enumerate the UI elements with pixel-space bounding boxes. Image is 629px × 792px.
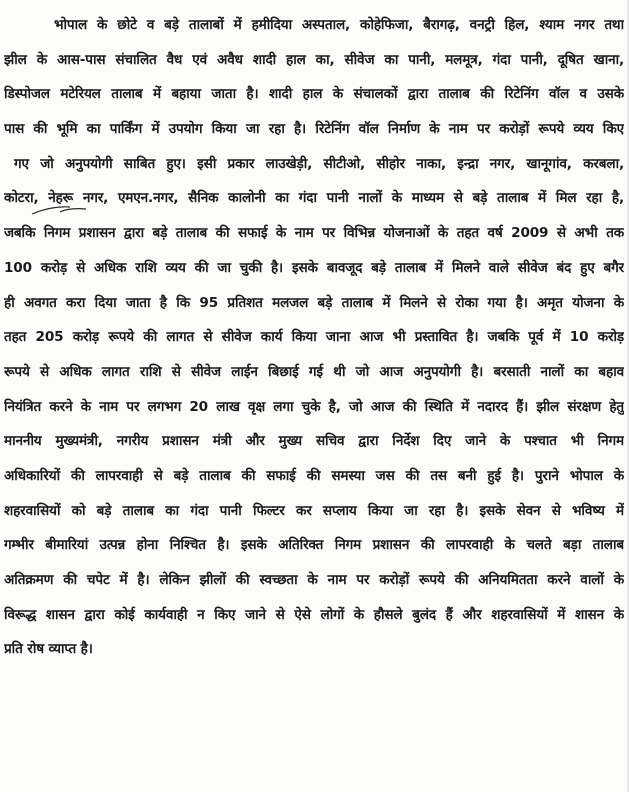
text-line-4: पास की भूमि का पार्किंग में उपयोग किया जा रहा है। रिटेनिंग वॉल निर्माण के नाम पर करोड़ों रूपये व्यय किए: [4, 121, 624, 138]
text-line-19: प्रति रोष व्याप्त है।: [4, 641, 93, 658]
text-line-7: जबकि निगम प्रशासन द्वारा बड़े तालाब की सफाई के नाम पर विभिन्न योजनाओं के तहत वर्ष 2009 से अभी तक: [4, 225, 624, 242]
text-line-5: गए जो अनुपयोगी साबित हुए। इसी प्रकार लाउखेड़ी, सीटीओ, सीहोर नाका, इन्द्रा नगर, खानूगांव, करबला,: [14, 155, 624, 172]
text-line-18: विरूद्ध शासन द्वारा कोई कार्यवाही न किए जाने से ऐसे लोगों के हौसले बुलंद हैं और शहरवासियों में शासन के: [4, 606, 624, 623]
text-line-11: रूपये से अधिक लागत राशि से सीवेज लाईन बिछाई गई थी जो आज अनुपयोगी है। बरसाती नालों का बहाव: [4, 363, 624, 380]
text-line-9: ही अवगत करा दिया जाता है कि 95 प्रतिशत मलजल बड़े तालाब में मिलने से रोका गया है। अमृत योजना के: [4, 294, 624, 311]
text-line-13: माननीय मुख्यमंत्री, नगरीय प्रशासन मंत्री और मुख्य सचिव द्वारा निर्देश दिए जाने के पश्चात भी निगम: [4, 433, 624, 450]
text-line-17: अतिक्रमण की चपेट में है। लेकिन झीलों की स्वच्छता के नाम पर करोड़ों रूपये की अनियमितता करने वालों के: [4, 572, 624, 588]
text-line-3: डिस्पोजल मटेरियल तालाब में बहाया जाता है। शादी हाल के संचालकों द्वारा तालाब की रिटेनिंग वॉल व उसके: [4, 86, 624, 103]
text-line-15: शहरवासियों को बड़े तालाब का गंदा पानी फिल्टर कर सप्लाय किया जा रहा है। इसके सेवन से भविष्य में: [4, 502, 624, 519]
text-line-2: झील के आस-पास संचालित वैध एवं अवैध शादी हाल का, सीवेज का पानी, मलमूत्र, गंदा पानी, दूषित खाना,: [4, 51, 624, 68]
text-line-14: अधिकारियों की लापरवाही से बड़े तालाब की सफाई की समस्या जस की तस बनी हुई है। पुराने भोपाल के: [4, 467, 624, 484]
text-line-8: 100 करोड़ से अधिक राशि व्यय की जा चुकी है। इसके बावजूद बड़े तालाब में मिलने वाले सीवेज बंद हुए बगैर: [4, 259, 624, 276]
text-line-12: नियंत्रित करने के नाम पर लगभग 20 लाख वृक्ष लगा चुके है, जो आज की स्थिति में नदारद हैं। झील संरक्षण हेतु: [4, 398, 624, 415]
text-line-16: गम्भीर बीमारियां उत्पन्न होना निश्चित है। इसके अतिरिक्त निगम प्रशासन की लापरवाही के चलते बड़ा तालाब: [4, 537, 624, 554]
text-line-1: भोपाल के छोटे व बड़े तालाबों में हमीदिया अस्पताल, कोहेफिजा, बैरागढ़, वनट्री हिल, श्याम नगर तथा: [54, 17, 624, 33]
text-line-10: तहत 205 करोड़ रूपये की लागत से सीवेज कार्य किया जाना आज भी प्रस्तावित है। जबकि पूर्व में 10 करोड़: [4, 329, 624, 346]
body-paragraph: [4, 8, 624, 667]
text-line-6: कोटरा, नेहरू नगर, एमएन.नगर, सैनिक कालोनी का गंदा पानी नालों के माध्यम से बड़े तालाब में मिल रहा है,: [4, 190, 624, 207]
